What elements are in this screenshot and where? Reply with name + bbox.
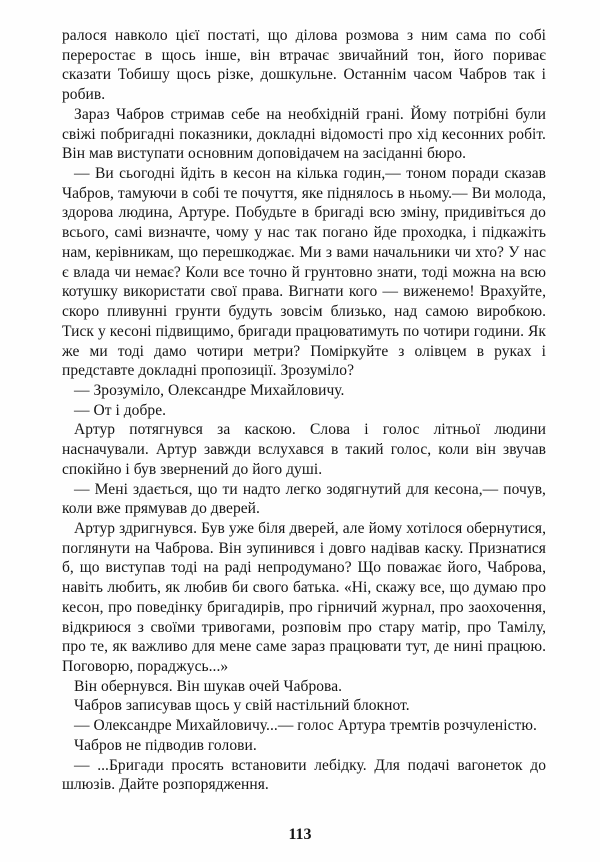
paragraph: Чабров записував щось у свій настільний блокнот. — [74, 697, 410, 715]
paragraph-dialogue: — Олександре Михайловичу...— голос Артура тремтів розчуленістю. — [74, 717, 537, 735]
paragraph: Чабров не підводив голови. — [74, 736, 257, 754]
paragraph-continued: ралося навколо цієї постаті, що ділова розмова з ним сама по собі переростає в щось інше, він втрачає звичайний тон, його пориває сказати Тобишу щось різке, дошкульне. Останнім часом Чабров так і робив. — [62, 27, 546, 104]
paragraph-dialogue: — ...Бригади просять встановити лебідку. Для подачі вагонеток до шлюзів. Дайте розпорядження. — [62, 756, 546, 794]
paragraph-dialogue: — От і добре. — [74, 401, 167, 419]
page-number: 113 — [288, 826, 312, 843]
paragraph: Артур потягнувся за каскою. Слова і голос літньої людини насначували. Артур завжди вслухався в такий голос, коли він звучав спокійно і був звернений до його душі. — [62, 421, 546, 478]
paragraph-dialogue: — Ви сьогодні йдіть в кесон на кілька годин,— тоном поради сказав Чабров, тамуючи в собі те почуття, яке піднялось в ньому.— Ви молода, здорова людина, Артуре. Побудьте в бригаді всю зміну, придивіться до всього, самі визначте, чому у нас так погано йде проходка, і підкажіть нам, керівникам, що перешкоджає. Ми з вами начальники чи хто? У нас є влада чи немає? Коли все точно й грунтовно знати, тоді можна на всю котушку використати свої права. Вигнати кого — виженемо! Врахуйте, скоро пливунні грунти будуть зовсім близько, над самою виробкою. Тиск у кесоні підвищимо, бригади працюватимуть по чотири години. Як же ми тоді дамо чотири метри? Поміркуйте з олівцем в руках і представте докладні пропозиції. Зрозуміло? — [62, 165, 546, 380]
paragraph-dialogue: — Мені здається, що ти надто легко зодягнутий для кесона,— почув, коли вже прямував до дверей. — [62, 480, 546, 518]
paragraph: Він обернувся. Він шукав очей Чаброва. — [74, 677, 343, 695]
paragraph: Артур здригнувся. Був уже біля дверей, але йому хотілося обернутися, поглянути на Чаброва. Він зупинився і довго надівав каску. Признатися б, що виступав тоді на раді непродумано? Що поважає його, Чаброва, навіть любить, як любив би свого батька. «Ні, скажу все, що думаю про кесон, про поведінку бригадирів, про гірничий журнал, про заохочення, відкриюся з своїми тривогами, розповім про стару матір, про Тамілу, про те, як важливо для мене саме зараз працювати тут, де нині працюю. Поговорю, пораджусь...» — [62, 519, 546, 675]
paragraph: Зараз Чабров стримав себе на необхідній грані. Йому потрібні були свіжі побригадні показники, докладні відомості про хід кесонних робіт. Він мав виступати основним доповідачем на засіданні бюро. — [62, 105, 546, 163]
body-text — [62, 26, 546, 795]
paragraph-dialogue: — Зрозуміло, Олександре Михайловичу. — [74, 381, 345, 399]
